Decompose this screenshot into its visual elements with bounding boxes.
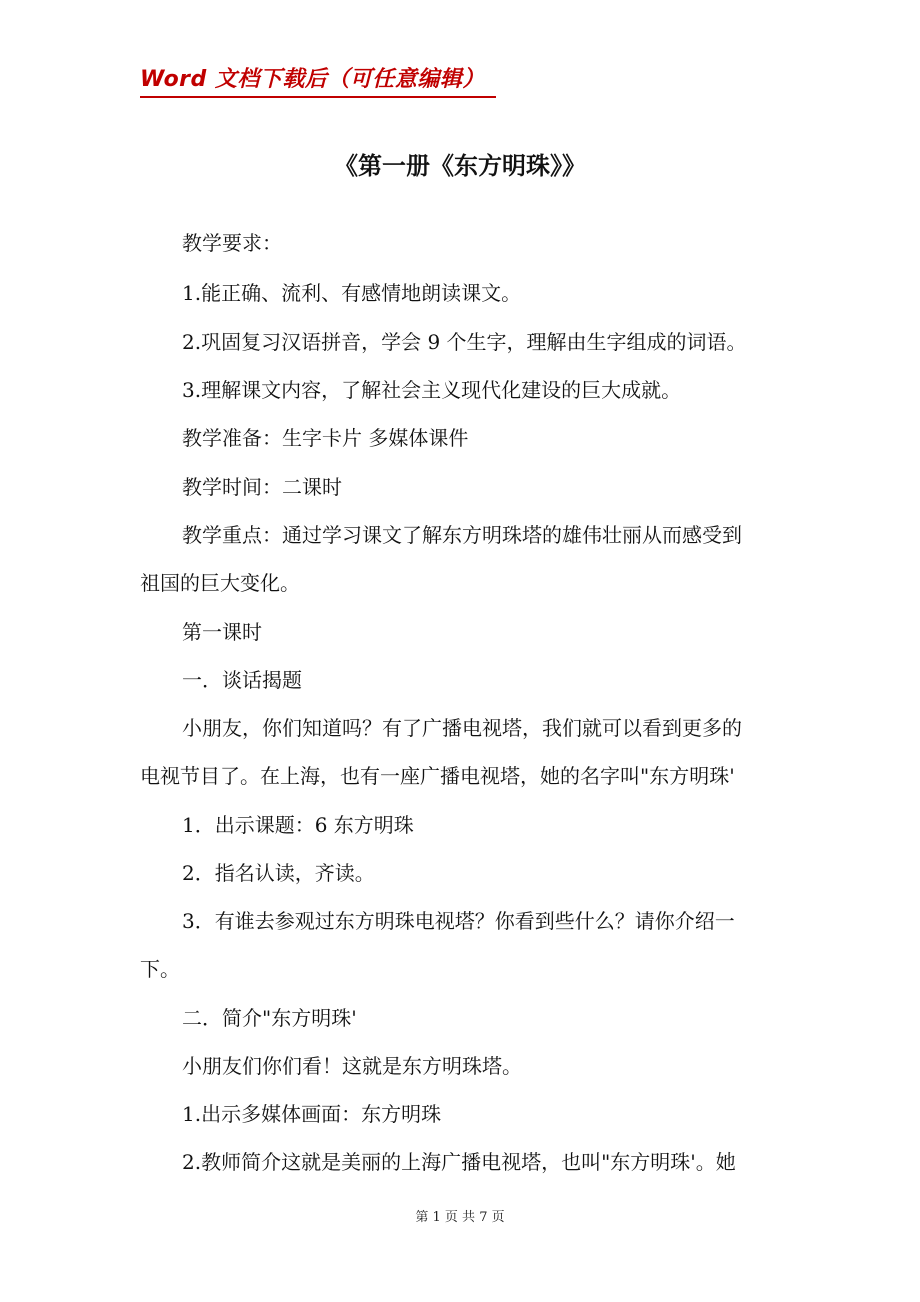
paragraph-line: 教学要求： <box>182 231 282 255</box>
paragraph-line: 二．简介"东方明珠' <box>182 1006 357 1030</box>
paragraph-line: 2．指名认读，齐读。 <box>182 861 375 885</box>
paragraph-line: 教学准备：生字卡片 多媒体课件 <box>182 426 469 450</box>
paragraph-line: 小朋友们你们看！这就是东方明珠塔。 <box>182 1054 522 1078</box>
paragraph-line: 教学重点：通过学习课文了解东方明珠塔的雄伟壮丽从而感受到 <box>182 523 742 547</box>
page-number-footer: 第 1 页 共 7 页 <box>415 1210 505 1225</box>
paragraph-line: 祖国的巨大变化。 <box>140 571 300 595</box>
paragraph-line: 1.出示多媒体画面：东方明珠 <box>182 1102 442 1126</box>
document-header <box>140 62 496 98</box>
paragraph-line: 一．谈话揭题 <box>182 668 302 692</box>
paragraph-line: 下。 <box>140 957 180 981</box>
page-title: 《第一册《东方明珠》》 <box>334 152 586 180</box>
paragraph-line: 电视节目了。在上海，也有一座广播电视塔，她的名字叫"东方明珠' <box>140 764 735 788</box>
paragraph-line: 3.理解课文内容，了解社会主义现代化建设的巨大成就。 <box>182 378 682 402</box>
paragraph-line: 1．出示课题：6 东方明珠 <box>182 813 414 837</box>
paragraph-line: 小朋友，你们知道吗？有了广播电视塔，我们就可以看到更多的 <box>182 716 742 740</box>
paragraph-line: 教学时间：二课时 <box>182 475 342 499</box>
paragraph-line: 2.巩固复习汉语拼音，学会 9 个生字，理解由生字组成的词语。 <box>182 330 747 354</box>
paragraph-line: 第一课时 <box>182 620 262 644</box>
paragraph-line: 1.能正确、流利、有感情地朗读课文。 <box>182 281 522 305</box>
paragraph-line: 3．有谁去参观过东方明珠电视塔？你看到些什么？请你介绍一 <box>182 909 735 933</box>
header-text: Word 文档下载后（可任意编辑） <box>140 67 485 92</box>
paragraph-line: 2.教师简介这就是美丽的上海广播电视塔，也叫"东方明珠'。她 <box>182 1150 736 1174</box>
